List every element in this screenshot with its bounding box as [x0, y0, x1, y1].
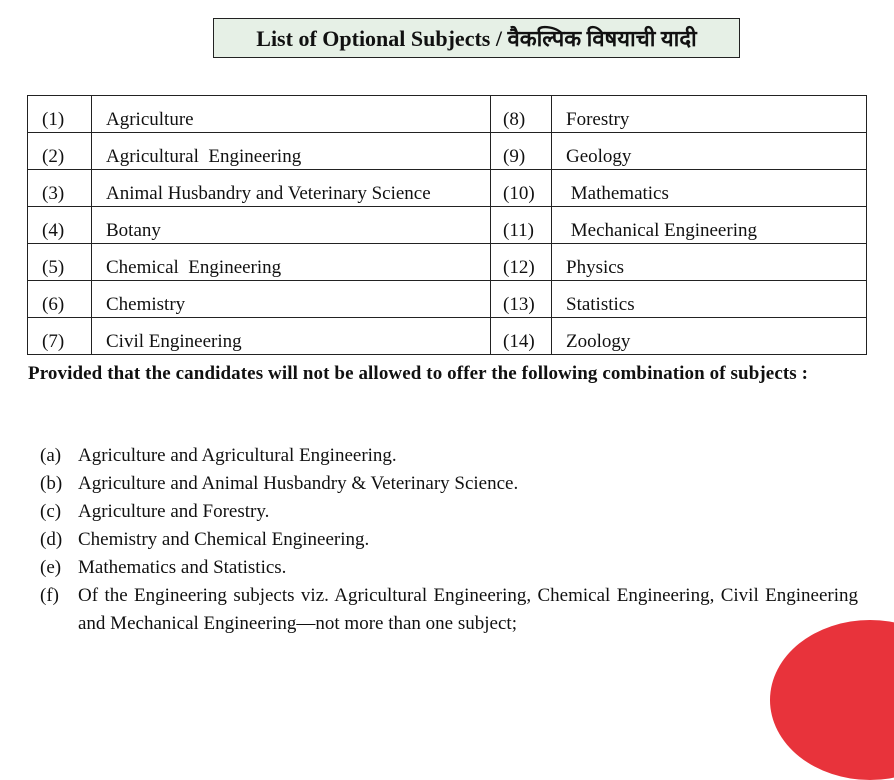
subject-number: (11) [491, 207, 552, 244]
subject-name: Agricultural Engineering [92, 133, 491, 170]
table-row [28, 318, 867, 355]
decorative-red-shape [770, 620, 894, 780]
list-item-text: Agriculture and Agricultural Engineering. [78, 445, 397, 466]
subject-name: Mechanical Engineering [552, 207, 867, 244]
subject-number: (7) [28, 318, 92, 355]
restricted-combinations-list [40, 442, 858, 638]
list-item [40, 442, 858, 470]
list-item [40, 582, 858, 638]
table-row [28, 244, 867, 281]
table-row [28, 133, 867, 170]
list-item-text: Mathematics and Statistics. [78, 557, 287, 578]
table-row [28, 207, 867, 244]
subject-number: (3) [28, 170, 92, 207]
subject-name: Civil Engineering [92, 318, 491, 355]
subject-name: Statistics [552, 281, 867, 318]
subject-number: (6) [28, 281, 92, 318]
list-item-label: (e) [40, 557, 62, 578]
subject-name: Animal Husbandry and Veterinary Science [92, 170, 491, 207]
subject-number: (1) [28, 96, 92, 133]
subject-number: (9) [491, 133, 552, 170]
list-item-label: (f) [40, 585, 59, 606]
subject-number: (5) [28, 244, 92, 281]
subject-number: (10) [491, 170, 552, 207]
list-item [40, 526, 858, 554]
subject-name: Mathematics [552, 170, 867, 207]
list-item-label: (b) [40, 473, 63, 494]
table-row [28, 281, 867, 318]
subject-name: Agriculture [92, 96, 491, 133]
list-item [40, 470, 858, 498]
list-item-label: (d) [40, 529, 63, 550]
list-item-label: (c) [40, 501, 62, 522]
subject-name: Zoology [552, 318, 867, 355]
subject-number: (12) [491, 244, 552, 281]
subject-name: Botany [92, 207, 491, 244]
optional-subjects-table [27, 95, 867, 355]
page-title: List of Optional Subjects / वैकल्पिक विषयाची यादी [213, 18, 740, 58]
subject-name: Geology [552, 133, 867, 170]
subject-number: (2) [28, 133, 92, 170]
list-item-text: Of the Engineering subjects viz. Agricultural Engineering, Chemical Engineering, Civil Engineering and Mechanical Engineering—not more than one subject; [78, 585, 858, 634]
subject-name: Chemical Engineering [92, 244, 491, 281]
subject-name: Forestry [552, 96, 867, 133]
subject-number: (8) [491, 96, 552, 133]
list-item-text: Chemistry and Chemical Engineering. [78, 529, 370, 550]
proviso-text: Provided that the candidates will not be allowed to offer the following combination of subjects : [28, 363, 809, 384]
subject-name: Physics [552, 244, 867, 281]
list-item-text: Agriculture and Animal Husbandry & Veterinary Science. [78, 473, 519, 494]
table-row [28, 170, 867, 207]
list-item [40, 554, 858, 582]
subject-number: (14) [491, 318, 552, 355]
subject-number: (4) [28, 207, 92, 244]
list-item [40, 498, 858, 526]
list-item-text: Agriculture and Forestry. [78, 501, 270, 522]
subject-name: Chemistry [92, 281, 491, 318]
subject-number: (13) [491, 281, 552, 318]
table-row [28, 96, 867, 133]
list-item-label: (a) [40, 445, 62, 466]
